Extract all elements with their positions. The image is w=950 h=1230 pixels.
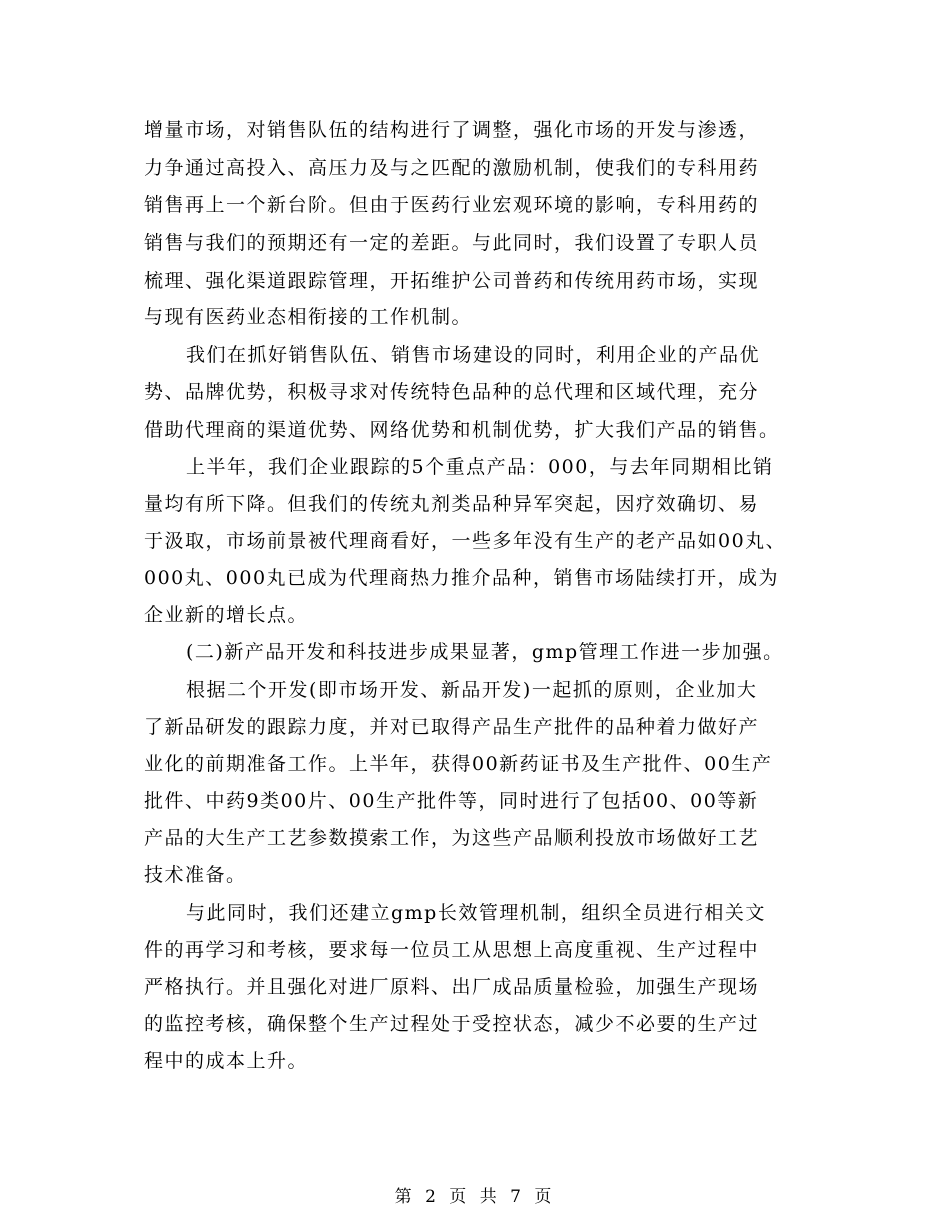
paragraph-first-line: 根据二个开发(即市场开发、新品开发)一起抓的原则，企业加大 (186, 679, 758, 701)
text-line: 的监控考核，确保整个生产过程处于受控状态，减少不必要的生产过 (144, 1013, 760, 1035)
text-line: 销售与我们的预期还有一定的差距。与此同时，我们设置了专职人员 (144, 232, 760, 254)
text-line: 借助代理商的渠道优势、网络优势和机制优势，扩大我们产品的销售。 (144, 419, 780, 441)
text-line: 量均有所下降。但我们的传统丸剂类品种异军突起，因疗效确切、易 (144, 493, 760, 515)
text-line: 000丸、000丸已成为代理商热力推介品种，销售市场陆续打开，成为 (144, 567, 780, 589)
text-line: 增量市场，对销售队伍的结构进行了调整，强化市场的开发与渗透， (144, 119, 760, 141)
paragraph-first-line: 我们在抓好销售队伍、销售市场建设的同时，利用企业的产品优 (186, 344, 761, 366)
text-line: 技术准备。 (144, 864, 247, 886)
text-line: 程中的成本上升。 (144, 1050, 309, 1072)
text-line: 力争通过高投入、高压力及与之匹配的激励机制，使我们的专科用药 (144, 157, 760, 179)
text-line: 于汲取，市场前景被代理商看好，一些多年没有生产的老产品如00丸、 (144, 530, 787, 552)
text-line: 势、品牌优势，积极寻求对传统特色品种的总代理和区域代理，充分 (144, 381, 760, 403)
text-line: 批件、中药9类00片、00生产批件等，同时进行了包括00、00等新 (144, 790, 759, 812)
text-line: 件的再学习和考核，要求每一位员工从思想上高度重视、生产过程中 (144, 939, 760, 961)
text-line: 销售再上一个新台阶。但由于医药行业宏观环境的影响，专科用药的 (144, 194, 760, 216)
text-line: 企业新的增长点。 (144, 604, 309, 626)
paragraph-first-line: 与此同时，我们还建立gmp长效管理机制，组织全员进行相关文 (186, 902, 766, 924)
text-line: 梳理、强化渠道跟踪管理，开拓维护公司普药和传统用药市场，实现 (144, 270, 760, 292)
text-line: 与现有医药业态相衔接的工作机制。 (144, 306, 473, 328)
text-line: 严格执行。并且强化对进厂原料、出厂成品质量检验，加强生产现场 (144, 976, 760, 998)
paragraph-first-line: 上半年，我们企业跟踪的5个重点产品：000，与去年同期相比销 (186, 456, 774, 478)
text-line: 了新品研发的跟踪力度，并对已取得产品生产批件的品种着力做好产 (144, 716, 760, 738)
text-line: 产品的大生产工艺参数摸索工作，为这些产品顺利投放市场做好工艺 (144, 827, 760, 849)
section-heading: (二)新产品开发和科技进步成果显著，gmp管理工作进一步加强。 (186, 641, 784, 663)
page-footer: 第 2 页 共 7 页 (394, 1187, 556, 1207)
text-line: 业化的前期准备工作。上半年，获得00新药证书及生产批件、00生产 (144, 753, 773, 775)
